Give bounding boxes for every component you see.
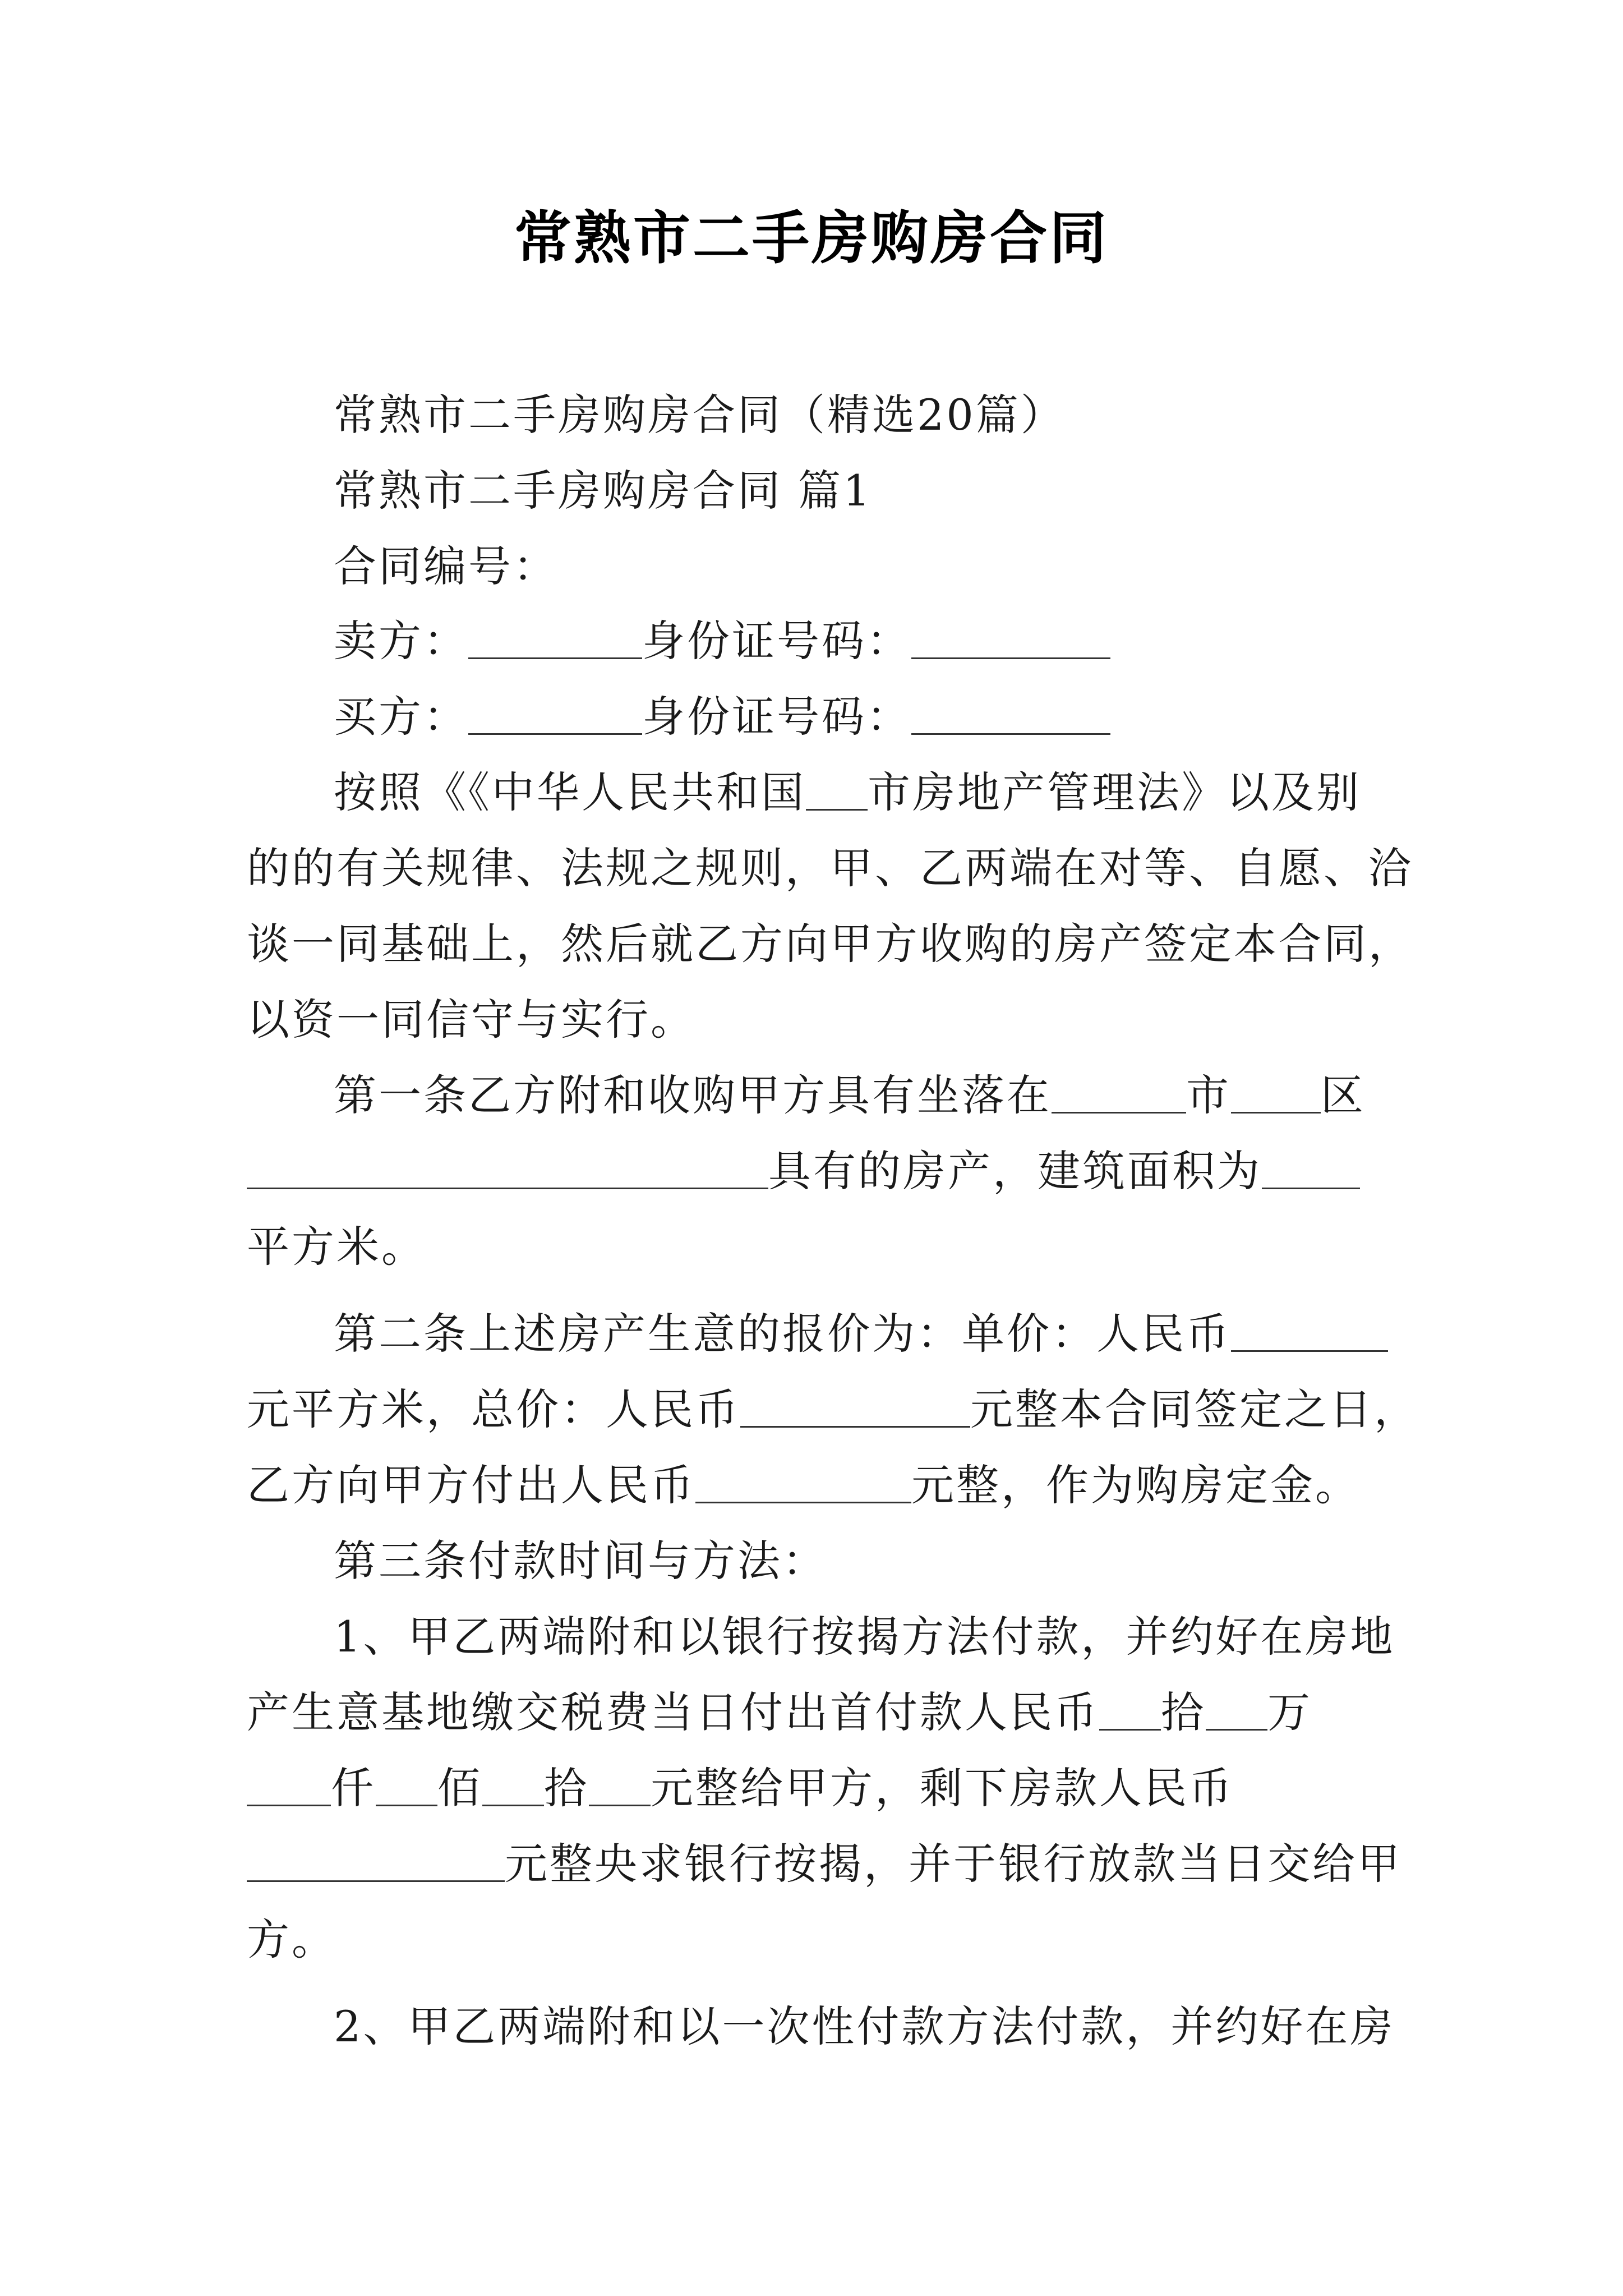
article3-text: 仟	[331, 1763, 376, 1813]
intro-text: 按照《《中华人民共和国	[334, 767, 806, 817]
unit-price-blank	[1231, 1314, 1388, 1352]
buyer-label: 买方：	[334, 692, 468, 742]
article3-text: 元整央求银行按揭，并于银行放款当日交给甲	[505, 1839, 1402, 1889]
amount-blank	[376, 1769, 437, 1806]
city-blank	[1052, 1076, 1186, 1114]
address-blank	[247, 1152, 768, 1189]
article3-p1-line-1: 1、甲乙两端附和以银行按揭方法付款，并约好在房地	[334, 1612, 1395, 1662]
buyer-name-blank	[468, 697, 642, 735]
buyer-id-blank	[911, 697, 1110, 735]
article2-line-1	[334, 1306, 1388, 1362]
city-blank	[806, 773, 868, 811]
amount-blank	[1099, 1693, 1161, 1731]
intro-text: 市房地产管理法》以及别	[868, 767, 1361, 817]
article1-text: 具有的房产，建筑面积为	[768, 1146, 1262, 1196]
article2-text: 元整，作为购房定金。	[911, 1460, 1360, 1510]
article3-p2-line-1: 2、甲乙两端附和以一次性付款方法付款，并约好在房	[334, 2001, 1395, 2051]
seller-label: 卖方：	[334, 616, 468, 666]
article2-line-2	[247, 1382, 1419, 1438]
article2-text: 乙方向甲方付出人民币	[247, 1460, 695, 1510]
article3-text: 元整给甲方，剩下房款人民币	[651, 1763, 1234, 1813]
article3-p1-line-3	[247, 1760, 1234, 1816]
buyer-line	[334, 689, 1110, 745]
seller-name-blank	[468, 622, 642, 659]
article2-text: 第二条上述房产生意的报价为：单价：人民币	[334, 1309, 1231, 1359]
article3-text: 佰	[437, 1763, 482, 1813]
article1-line-1	[334, 1068, 1366, 1124]
subtitle: 常熟市二手房购房合同（精选20篇）	[334, 390, 1066, 440]
article2-text: 元平方米，总价：人民币	[247, 1384, 740, 1434]
section-heading: 常熟市二手房购房合同 篇1	[334, 466, 873, 516]
amount-blank	[482, 1769, 544, 1806]
article1-text: 市	[1186, 1070, 1231, 1120]
seller-line	[334, 613, 1110, 669]
article3-text: 拾	[1161, 1687, 1206, 1737]
total-price-blank	[740, 1390, 970, 1428]
seller-id-blank	[911, 622, 1110, 659]
seller-id-label: 身份证号码：	[642, 616, 911, 666]
document-title: 常熟市二手房购房合同	[514, 205, 1109, 272]
amount-blank	[247, 1769, 331, 1806]
article3-p1-line-5: 方。	[247, 1915, 336, 1964]
area-blank	[1262, 1152, 1360, 1189]
intro-line-1	[334, 765, 1361, 821]
intro-line-3: 谈一同基础上，然后就乙方向甲方收购的房产签定本合同，	[247, 919, 1413, 969]
article3-heading: 第三条付款时间与方法：	[334, 1536, 827, 1586]
article1-text: 第一条乙方附和收购甲方具有坐落在	[334, 1070, 1052, 1120]
article3-p1-line-4	[247, 1836, 1402, 1892]
article3-p1-line-2	[247, 1685, 1312, 1741]
loan-amount-blank	[247, 1844, 505, 1882]
article3-text: 万	[1267, 1687, 1312, 1737]
amount-blank	[589, 1769, 651, 1806]
amount-blank	[1206, 1693, 1267, 1731]
district-blank	[1231, 1076, 1321, 1114]
buyer-id-label: 身份证号码：	[642, 692, 911, 742]
article3-text: 拾	[544, 1763, 589, 1813]
article3-text: 产生意基地缴交税费当日付出首付款人民币	[247, 1687, 1099, 1737]
intro-line-2: 的的有关规律、法规之规则，甲、乙两端在对等、自愿、洽	[247, 843, 1413, 893]
contract-number-label: 合同编号：	[334, 541, 558, 591]
article2-text: 元整本合同签定之日，	[970, 1384, 1419, 1434]
article1-line-2	[247, 1143, 1360, 1199]
deposit-blank	[695, 1466, 911, 1503]
article1-line-3: 平方米。	[247, 1222, 426, 1272]
article1-text: 区	[1321, 1070, 1366, 1120]
intro-line-4: 以资一同信守与实行。	[247, 995, 695, 1045]
article2-line-3	[247, 1457, 1360, 1513]
